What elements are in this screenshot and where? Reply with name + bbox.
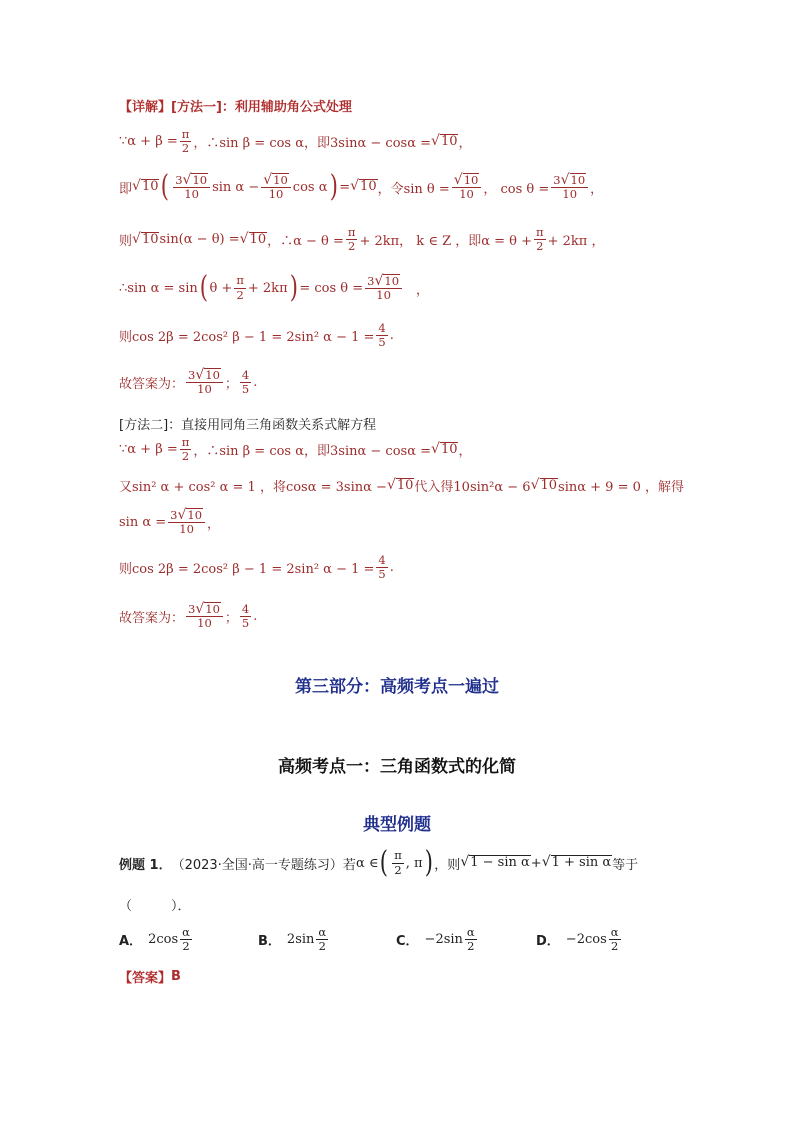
den: 2 [610,939,619,954]
den: 10 [562,187,578,201]
text: ， [416,282,430,298]
example1-answer [119,967,181,986]
sqrt-1-minus-sin: √ 1 − sin α [460,854,530,871]
text: ， cos θ = [483,181,550,197]
text: ，∴sin β = cos α，即3sinα − cosα = [193,136,432,152]
fraction-pi-over-2 [234,274,246,301]
radicand: 10 [570,172,586,187]
coef: 3 [367,273,375,288]
fraction-alpha-over-2 [609,926,621,953]
radicand: 10 [205,602,220,616]
radicand: 10 [384,273,400,288]
option-label: C． [396,934,419,950]
example1-source: （2023·全国·高一专题练习）若 [171,857,356,873]
fraction-4-over-5 [240,369,251,396]
den: 2 [536,239,544,254]
text: ∵α + β = [119,134,178,150]
fraction-3sqrt10-over-10: 3 √ 10 10 [186,602,223,630]
radicand: 10 [192,172,208,187]
fraction-alpha-over-2 [180,926,192,953]
fraction-sqrt10-over-10: √ 10 10 [261,173,291,201]
text: . [253,608,258,624]
text: + 2kπ [247,280,288,296]
den: 2 [348,239,356,254]
fraction-sqrt10-over-10: √ 10 10 [452,173,482,201]
sqrt-10: √ 10 [132,178,159,195]
fraction-4-over-5 [240,603,251,630]
den: 5 [378,335,386,350]
option-c[interactable] [396,926,479,953]
example1-label: 例题 1． [119,857,172,873]
fraction-pi-over-2 [392,849,404,876]
text: 则cos 2β = 2cos² β − 1 = 2sin² α − 1 = [119,562,375,578]
option-a[interactable] [119,926,194,953]
sqrt-10: √ 10 [431,440,458,457]
text: ； [224,610,238,626]
num: 4 [378,553,386,567]
radicand: 10 [463,172,479,187]
den: 2 [318,939,326,954]
num: 4 [241,601,250,616]
fraction-3sqrt10-over-10: 3 √ 10 10 [551,173,588,201]
den: 10 [179,522,194,537]
text: 代入得10sin²α − 6 [414,480,531,495]
text: sinα + 9 = 0 ，解得 [558,480,685,495]
method2-line-1 [119,436,472,463]
text: ， [458,444,472,460]
topic1-title: 高频考点一：三角函数式的化简 [278,757,516,777]
method2-label: [方法二]：直接用同角三角函数关系式解方程 [119,418,377,433]
den: 10 [197,382,212,397]
num: α [466,925,475,939]
radicand: 10 [360,179,377,195]
text: = [339,179,351,195]
method1-label: [方法一]：利用辅助角公式处理 [171,100,352,115]
text: 则 [119,234,133,250]
den: 2 [181,141,190,156]
option-label: D． [536,934,560,950]
answer-tag: 【答案】 [119,971,172,986]
math-line-2: 即 √ 10 ( 3 √ 10 10 sin α − √ 10 10 cos α ) = √ 10 ，令sin θ = √ 10 10 ， cos θ = 3 √ 10 10 ， [119,169,604,204]
sqrt-10: √ 10 [386,476,414,493]
text: . [389,328,394,344]
text: ，令sin θ = [377,181,450,197]
den: 5 [378,567,386,582]
radicand: 10 [396,477,414,493]
math-line-3 [119,226,604,253]
num: 4 [378,321,386,335]
den: 10 [376,288,391,302]
method2-line-4 [119,554,394,581]
text: + 2kπ， k ∈ Z ，即α = θ + [359,234,533,250]
text: 即 [119,181,133,197]
detail-method1-heading [119,96,352,115]
num: π [536,225,544,239]
fraction-3sqrt10-over-10: 3 √ 10 10 [173,173,210,201]
fraction-3sqrt10-over-10: 3 √ 10 10 [365,274,402,302]
radicand: 10 [440,133,458,149]
answer-blank: （ ）． [119,899,191,914]
text: α ∈ [355,855,379,871]
text: ， [207,516,221,532]
detail-tag: 【详解】 [119,100,172,115]
sqrt-10: √ 10 [431,132,458,149]
fraction-pi-over-2 [346,226,358,253]
den: 2 [182,939,190,954]
radicand: 1 + sin α [551,855,612,871]
num: α [182,925,190,939]
radicand: 10 [440,441,458,457]
text: ，则 [434,857,461,873]
den: 5 [241,615,250,630]
answer-line-1 [119,368,257,396]
den: 10 [268,187,284,201]
text: ，∴α − θ = [267,234,344,250]
method2-line-2 [119,476,684,495]
math-line-1 [119,128,472,155]
radicand: 10 [141,179,159,195]
radicand: 10 [205,368,220,382]
sqrt-10: √ 10 [239,230,267,247]
text: . [253,374,258,390]
num: π [181,127,190,141]
num: α [318,925,327,939]
fraction-3sqrt10-over-10: 3 √ 10 10 [186,368,223,396]
den: 10 [184,187,199,201]
answer-line-2 [119,602,257,630]
text: sin(α − θ) = [159,232,240,248]
radicand: 10 [187,508,203,522]
part3-title: 第三部分：高频考点一遍过 [295,677,499,697]
coef: 3 [175,172,183,187]
text: 故答案为： [119,610,185,626]
coef: 3 [188,602,196,616]
option-coef: −2sin [424,932,463,948]
coef: 3 [188,368,196,382]
option-label: A． [119,934,143,950]
num: π [394,848,402,863]
fraction-pi-over-2 [180,436,192,463]
text: , π [405,855,423,871]
radicand: 10 [249,231,267,247]
coef: 3 [553,172,561,187]
sqrt-10: √ 10 [132,230,159,247]
text: ∴sin α = sin [119,280,198,296]
den: 5 [241,381,250,396]
math-line-5 [119,322,394,349]
fraction-alpha-over-2 [316,926,328,953]
option-b[interactable] [258,926,330,953]
fraction-4-over-5 [376,322,387,349]
text: + 2kπ ， [547,234,605,250]
coef: 3 [170,508,178,522]
radicand: 1 − sin α [470,855,530,871]
text: ， [590,181,604,197]
den: 2 [394,862,402,877]
option-d[interactable] [536,926,623,953]
examples-title: 典型例题 [363,815,431,835]
num: π [236,273,244,288]
den: 2 [181,449,190,464]
num: 4 [241,367,250,382]
text: 又sin² α + cos² α = 1 ，将cosα = 3sinα − [119,480,387,495]
radicand: 10 [540,477,558,493]
fraction-alpha-over-2 [465,926,477,953]
num: π [181,435,190,449]
text: 等于 [612,857,639,873]
sqrt-1-plus-sin: √ 1 + sin α [541,854,612,871]
text: = cos θ = [299,280,364,296]
text: ， [458,136,472,152]
text: sin α − [212,179,260,195]
text: ，∴sin β = cos α，即3sinα − cosα = [193,444,432,460]
radicand: 10 [141,231,159,247]
option-label: B． [258,934,281,950]
num: α [610,925,619,939]
text: 故答案为： [119,376,185,392]
fraction-pi-over-2 [180,128,192,155]
fraction-4-over-5 [376,554,387,581]
radicand: 10 [273,172,288,187]
text: cos α [292,179,328,195]
fraction-3sqrt10-over-10: 3 √ 10 10 [168,508,205,536]
den: 2 [467,939,475,954]
text: sin α = [119,514,167,530]
example1-blank [119,895,191,914]
den: 10 [197,616,212,631]
den: 2 [236,287,244,302]
text: ∵α + β = [119,442,178,458]
math-line-4: ∴sin α = sin ( θ + $\frac{\pi}{2}$ + 2kπ ) = cos θ = 3 √ 10 10 ， [119,270,430,305]
option-coef: 2cos [148,932,179,948]
method2-heading [119,414,376,433]
option-coef: 2sin [286,932,315,948]
text: ； [224,376,238,392]
num: π [347,225,356,239]
example1-question: 例题 1． （2023·全国·高一专题练习）若 α ∈ ( $\frac{\pi}{2}$ , π ) ，则 √ 1 − sin α + √ 1 + sin α 等于 [119,845,639,880]
den: 10 [459,187,474,201]
text: + [530,855,542,871]
text: 则cos 2β = 2cos² β − 1 = 2sin² α − 1 = [119,330,375,346]
sqrt-10: √ 10 [530,476,558,493]
answer-value: B [171,969,181,984]
sqrt-10: √ 10 [350,178,377,195]
fraction-pi-over-2 [534,226,546,253]
method2-line-3 [119,508,220,536]
option-coef: −2cos [565,932,607,948]
text: θ + [209,280,233,296]
text: . [389,560,394,576]
